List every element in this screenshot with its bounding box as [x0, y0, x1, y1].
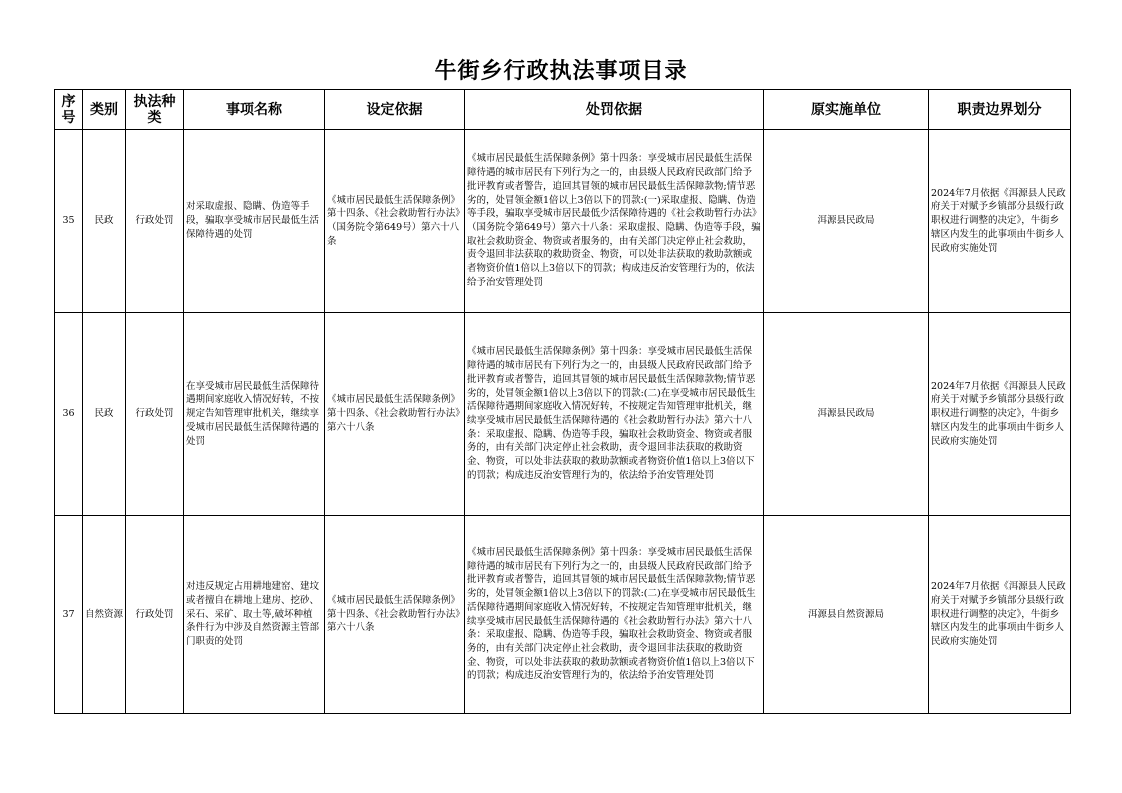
cell-category: 民政: [83, 313, 126, 516]
cell-responsibility: 2024年7月依据《洱源县人民政府关于对赋予乡镇部分县级行政职权进行调整的决定》，牛街乡辖区内发生的此事项由牛街乡人民政府实施处罚: [929, 130, 1071, 313]
header-enforcement-type: 执法种类: [126, 90, 184, 130]
cell-seq: 37: [55, 516, 83, 714]
table-row: [55, 313, 1071, 516]
cell-penalty-basis: 《城市居民最低生活保障条例》第十四条：享受城市居民最低生活保障待遇的城市居民有下列行为之一的，由县级人民政府民政部门给予批评教育或者警告，追回其冒领的城市居民最低生活保障款物;情节恶劣的，处冒领金额1倍以上3倍以下的罚款:(二)在享受城市居民最低生活保障待遇期间家庭收入情况好转，不按规定告知管理审批机关，继续享受城市居民最低生活保障待遇的《社会救助暂行办法》第六十八条：采取虚报、隐瞒、伪造等手段，骗取社会救助资金、物资或者服务的，由有关部门决定停止社会救助，责令退回非法获取的救助资金、物资，可以处非法获取的救助款额或者物资价值1倍以上3倍以下的罚款；构成违反治安管理行为的，依法给予治安管理处罚: [465, 313, 764, 516]
cell-item-name: 在享受城市居民最低生活保障待遇期间家庭收入情况好转，不按规定告知管理审批机关，继续享受城市居民最低生活保障待遇的处罚: [184, 313, 325, 516]
cell-enforcement-type: 行政处罚: [126, 130, 184, 313]
table-header-row: [55, 90, 1071, 130]
cell-category: 民政: [83, 130, 126, 313]
header-penalty-basis: 处罚依据: [465, 90, 764, 130]
cell-seq: 36: [55, 313, 83, 516]
cell-seq: 35: [55, 130, 83, 313]
cell-original-unit: 洱源县自然资源局: [764, 516, 929, 714]
header-original-unit: 原实施单位: [764, 90, 929, 130]
header-category: 类别: [83, 90, 126, 130]
cell-set-basis: 《城市居民最低生活保障条例》第十四条、《社会救助暂行办法》（国务院令第649号）第六十八条: [325, 130, 465, 313]
header-item-name: 事项名称: [184, 90, 325, 130]
header-responsibility: 职责边界划分: [929, 90, 1071, 130]
cell-responsibility: 2024年7月依据《洱源县人民政府关于对赋予乡镇部分县级行政职权进行调整的决定》，牛街乡辖区内发生的此事项由牛街乡人民政府实施处罚: [929, 516, 1071, 714]
cell-item-name: 对采取虚报、隐瞒、伪造等手段，骗取享受城市居民最低生活保障待遇的处罚: [184, 130, 325, 313]
table-row: [55, 130, 1071, 313]
table-row: [55, 516, 1071, 714]
cell-enforcement-type: 行政处罚: [126, 516, 184, 714]
cell-original-unit: 洱源县民政局: [764, 130, 929, 313]
cell-item-name: 对违反规定占用耕地建窑、建坟或者擅自在耕地上建房、挖砂、采石、采矿、取土等,破坏种植条件行为中涉及自然资源主管部门职责的处罚: [184, 516, 325, 714]
cell-responsibility: 2024年7月依据《洱源县人民政府关于对赋予乡镇部分县级行政职权进行调整的决定》，牛街乡辖区内发生的此事项由牛街乡人民政府实施处罚: [929, 313, 1071, 516]
cell-enforcement-type: 行政处罚: [126, 313, 184, 516]
enforcement-catalog-table: [54, 89, 1071, 714]
cell-original-unit: 洱源县民政局: [764, 313, 929, 516]
cell-penalty-basis: 《城市居民最低生活保障条例》第十四条：享受城市居民最低生活保障待遇的城市居民有下列行为之一的，由县级人民政府民政部门给予批评教育或者警告，追回其冒领的城市居民最低生活保障款物;情节恶劣的，处冒领金额1倍以上3倍以下的罚款:(一)采取虚报、隐瞒、伪造等手段，骗取享受城市居民最低少活保障待遇的《社会救助暂行办法》（国务院令第649号）第六十八条：采取虚报、隐瞒、伪造等手段，骗取社会救助资金、物资或者服务的，由有关部门决定停止社会救助，责令退回非法获取的救助资金、物资，可以处非法获取的救助款额或者物资价值1倍以上3倍以下的罚款；构成违反治安管理行为的，依法给予治安管理处罚: [465, 130, 764, 313]
cell-set-basis: 《城市居民最低生活保障条例》第十四条、《社会救助暂行办法》第六十八条: [325, 313, 465, 516]
header-seq: 序号: [55, 90, 83, 130]
cell-penalty-basis: 《城市居民最低生活保障条例》第十四条：享受城市居民最低生活保障待遇的城市居民有下列行为之一的，由县级人民政府民政部门给予批评教育或者警告，追回其冒领的城市居民最低生活保障款物;情节恶劣的，处冒领金额1倍以上3倍以下的罚款:(二)在享受城市居民最低生活保障待遇期间家庭收入情况好转，不按规定告知管理审批机关，继续享受城市居民最低生活保障待遇的《社会救助暂行办法》第六十八条：采取虚报、隐瞒、伪造等手段，骗取社会救助资金、物资或者服务的，由有关部门决定停止社会救助，责令退回非法获取的救助资金、物资，可以处非法获取的救助款额或者物资价值1倍以上3倍以下的罚款；构成违反治安管理行为的，依法给予治安管理处罚: [465, 516, 764, 714]
cell-set-basis: 《城市居民最低生活保障条例》第十四条、《社会救助暂行办法》第六十八条: [325, 516, 465, 714]
cell-category: 自然资源: [83, 516, 126, 714]
header-set-basis: 设定依据: [325, 90, 465, 130]
document-title: 牛街乡行政执法事项目录: [434, 59, 688, 84]
